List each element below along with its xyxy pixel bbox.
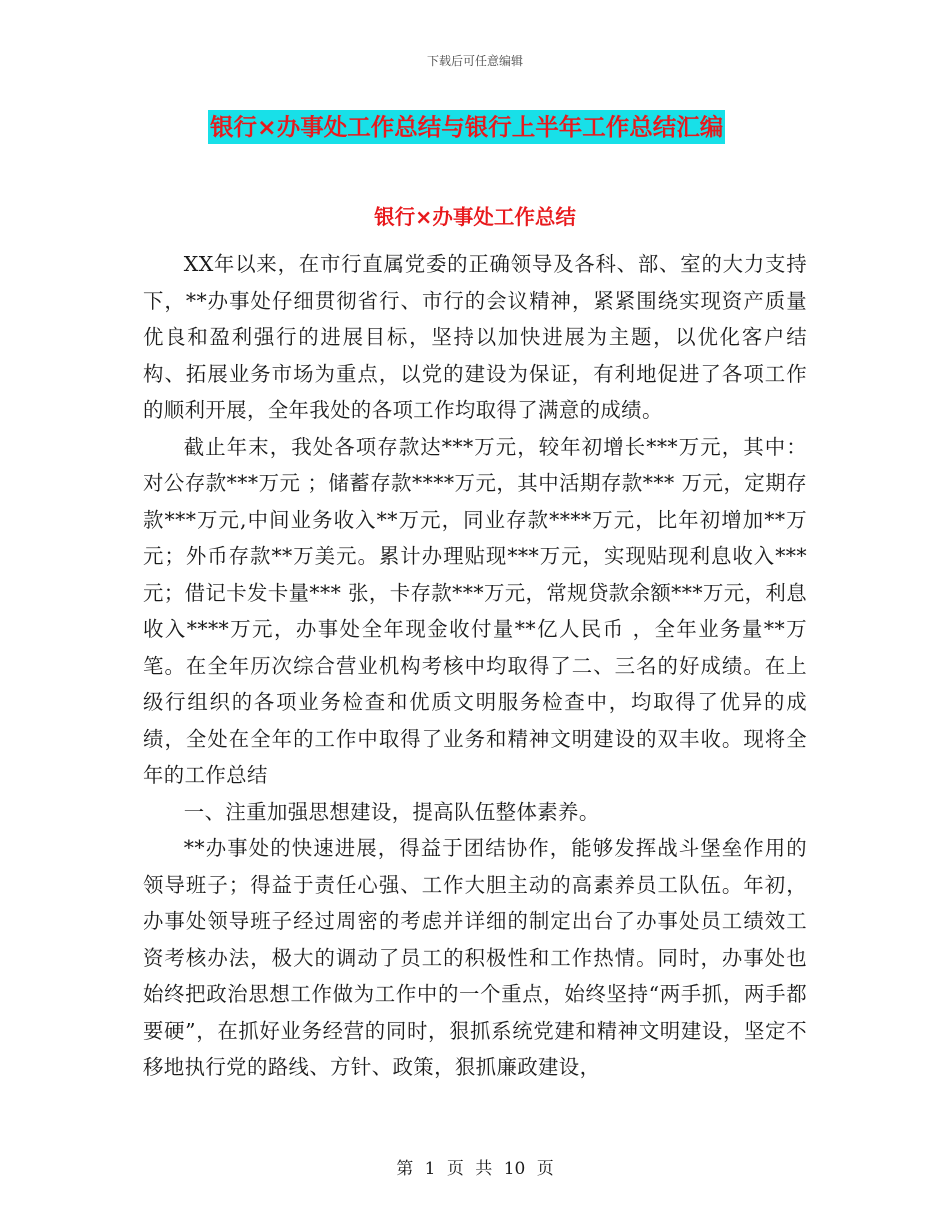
section-title: 银行×办事处工作总结: [374, 205, 576, 229]
body-paragraph: XX年以来，在市行直属党委的正确领导及各科、部、室的大力支持下，**办事处仔细贯彻省行、市行的会议精神，紧紧围绕实现资产质量优良和盈利强行的进展目标，坚持以加快进展为主题，以优化客户结构、拓展业务市场为重点，以党的建设为保证，有利地促进了各项工作的顺利开展，全年我处的各项工作均取得了满意的成绩。: [143, 252, 807, 422]
document-title: 银行×办事处工作总结与银行上半年工作总结汇编: [208, 110, 725, 144]
body-paragraph: 截止年末，我处各项存款达***万元，较年初增长***万元，其中：对公存款***万元 ；储蓄存款****万元，其中活期存款*** 万元，定期存款***万元,中间业务收入**万元，同业存款****万元，比年初增加**万元；外币存款**万美元。累计办理贴现***万元，实现贴现利息收入***元；借记卡发卡量*** 张，卡存款***万元，常规贷款余额***万元，利息收入****万元，办事处全年现金收付量**亿人民币 ，全年业务量**万笔。在全年历次综合营业机构考核中均取得了二、三名的好成绩。在上级行组织的各项业务检查和优质文明服务检查中，均取得了优异的成绩，全处在全年的工作中取得了业务和精神文明建设的双丰收。现将全年的工作总结: [143, 434, 807, 787]
document-body: [143, 246, 807, 1086]
section-heading-1: 一、注重加强思想建设，提高队伍整体素养。: [183, 799, 600, 824]
page-footer: 第 1 页 共 10 页: [396, 1159, 554, 1179]
body-paragraph: **办事处的快速进展，得益于团结协作，能够发挥战斗堡垒作用的领导班子；得益于责任心强、工作大胆主动的高素养员工队伍。年初，办事处领导班子经过周密的考虑并详细的制定出台了办事处员工绩效工资考核办法，极大的调动了员工的积极性和工作热情。同时，办事处也始终把政治思想工作做为工作中的一个重点，始终坚持“两手抓，两手都要硬”，在抓好业务经营的同时，狠抓系统党建和精神文明建设，坚定不移地执行党的路线、方针、政策，狠抓廉政建设，: [143, 836, 807, 1079]
header-note: 下载后可任意编辑: [426, 54, 523, 68]
